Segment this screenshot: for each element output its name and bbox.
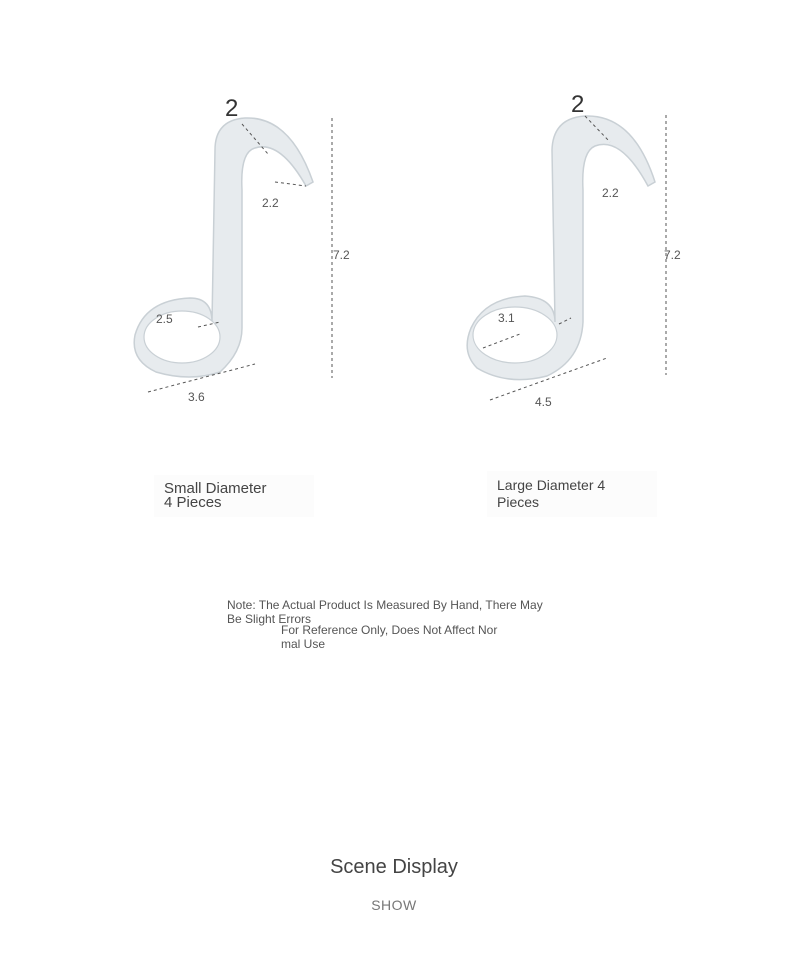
large-diameter-caption <box>487 471 657 517</box>
large-caption-line1: Large Diameter 4 <box>497 477 606 493</box>
scene-display-subtitle: SHOW <box>371 897 417 913</box>
small-caption-line1: Small Diameter <box>164 480 267 497</box>
small-top-width-label: 2 <box>225 95 239 122</box>
small-height-label: 7.2 <box>333 248 350 262</box>
scene-display-title: Scene Display <box>330 856 458 878</box>
small-caption-line2: 4 Pieces <box>164 494 222 511</box>
large-hook-illustration <box>455 90 695 410</box>
large-base-length-label: 4.5 <box>535 395 552 409</box>
reference-note <box>281 623 541 651</box>
small-inner-width-label: 2.2 <box>262 196 279 210</box>
large-caption-line2: Pieces <box>497 494 540 510</box>
small-base-length-label: 3.6 <box>188 390 205 404</box>
large-top-width-label: 2 <box>571 91 585 118</box>
note-line3: For Reference Only, Does Not Affect Nor <box>281 623 498 637</box>
note-line4: mal Use <box>281 637 326 651</box>
large-height-label: 7.2 <box>664 248 681 262</box>
small-diameter-caption <box>154 475 314 517</box>
small-hook-illustration <box>120 90 360 410</box>
note-line2: Be Slight Errors <box>227 612 312 626</box>
measurement-note <box>227 598 567 626</box>
small-ring-diameter-label: 2.5 <box>156 312 173 326</box>
large-ring-diameter-label: 3.1 <box>498 311 515 325</box>
note-line1: Note: The Actual Product Is Measured By Hand, There May <box>227 598 543 612</box>
large-inner-width-label: 2.2 <box>602 186 619 200</box>
